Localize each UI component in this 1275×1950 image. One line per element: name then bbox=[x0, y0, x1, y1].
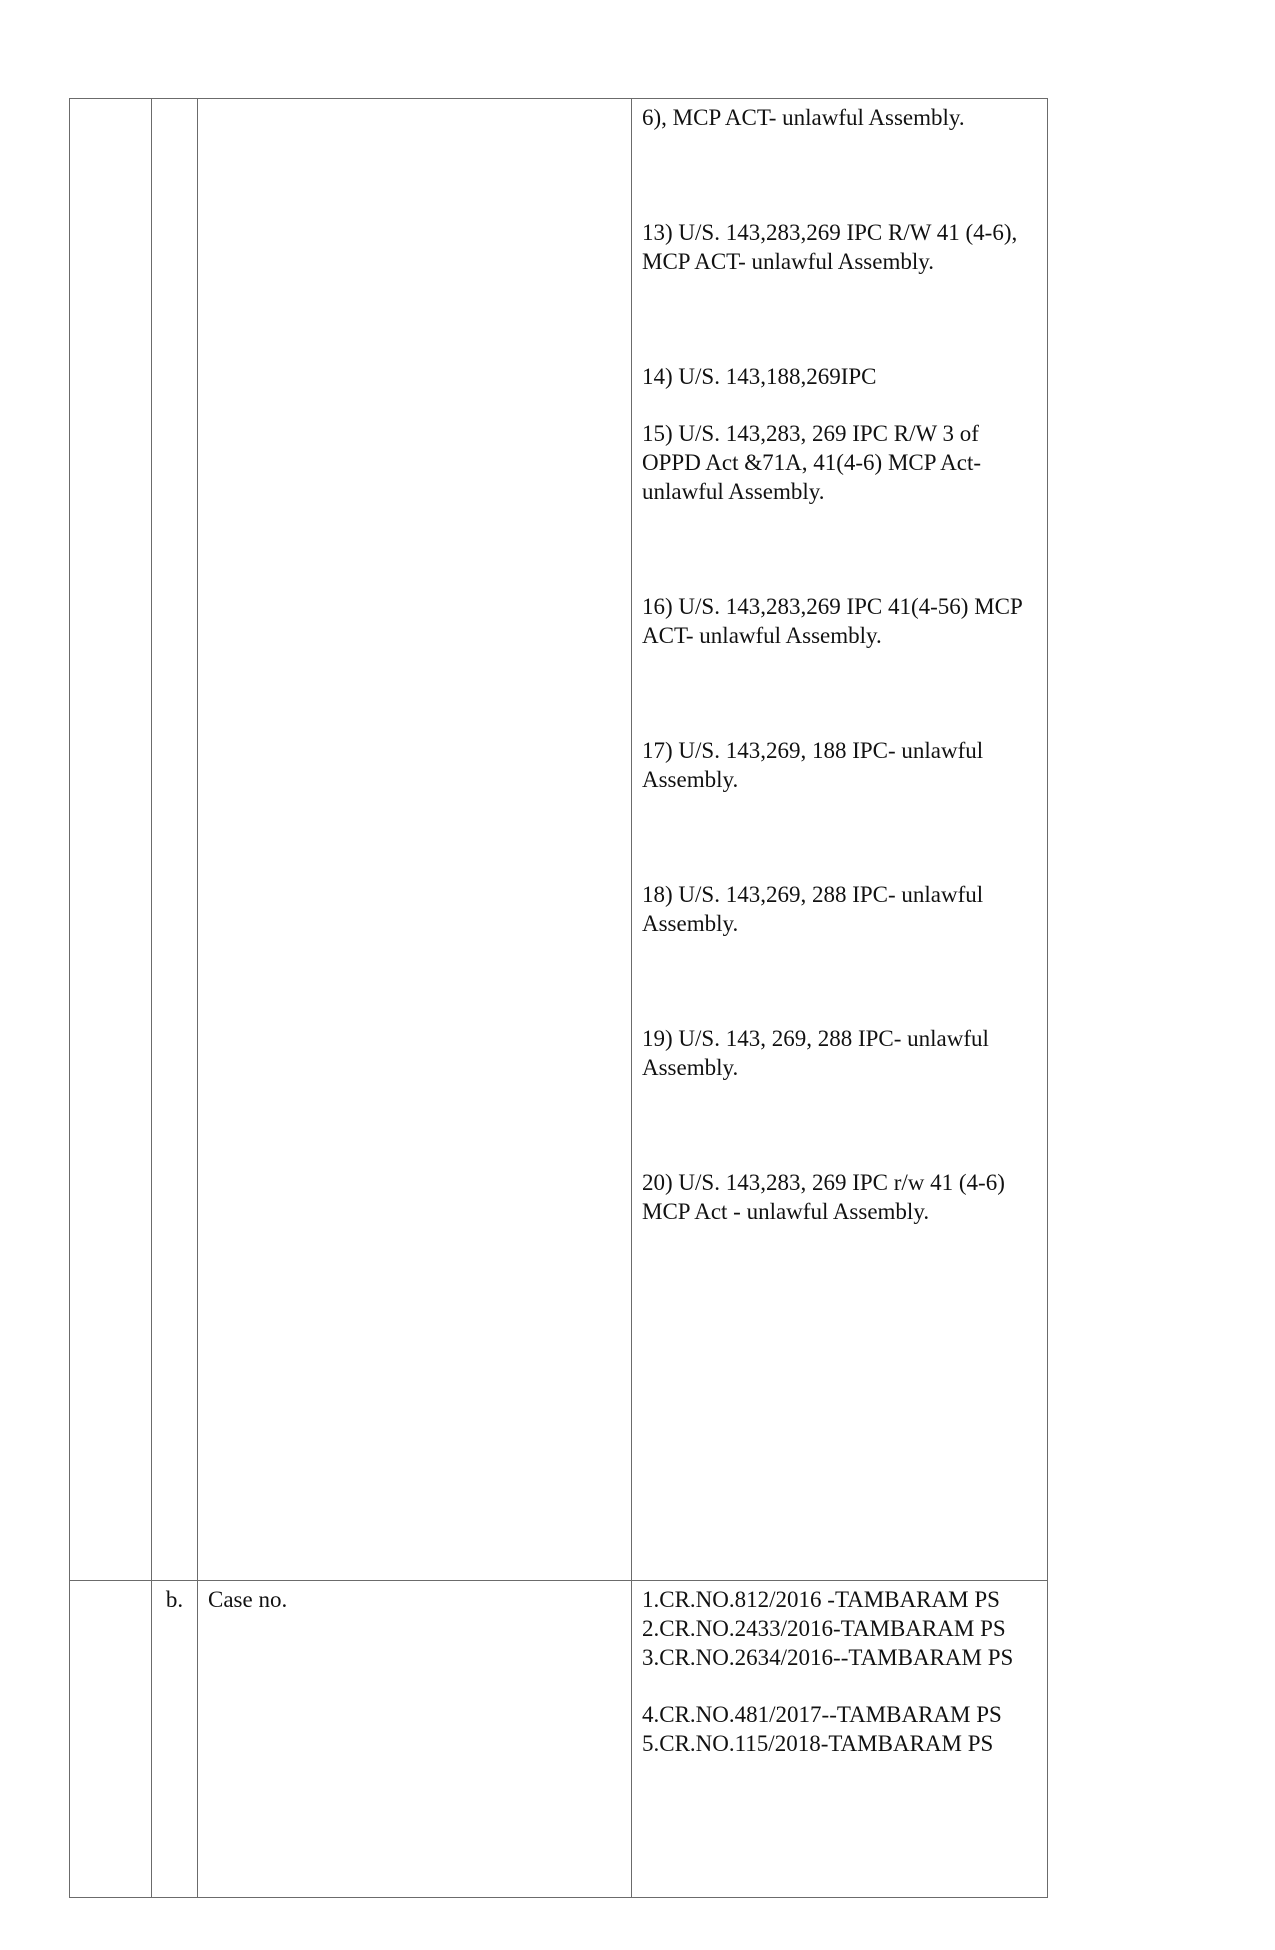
case-number-entry: 1.CR.NO.812/2016 -TAMBARAM PS bbox=[642, 1587, 1000, 1612]
charge-entry: 16) U/S. 143,283,269 IPC 41(4-56) MCP ACT- unlawful Assembly. bbox=[642, 594, 1022, 648]
case-number-entry: 4.CR.NO.481/2017--TAMBARAM PS bbox=[642, 1702, 1002, 1727]
charge-entry: 19) U/S. 143, 269, 288 IPC- unlawful Assembly. bbox=[642, 1026, 989, 1080]
item-letter-cell bbox=[152, 1581, 198, 1898]
serial-number-cell bbox=[70, 99, 152, 1581]
field-label-cell bbox=[198, 99, 632, 1581]
charge-entry: 13) U/S. 143,283,269 IPC R/W 41 (4-6), MCP ACT- unlawful Assembly. bbox=[642, 220, 1018, 274]
charge-entry: 17) U/S. 143,269, 188 IPC- unlawful Assembly. bbox=[642, 738, 984, 792]
charges-list bbox=[632, 99, 1047, 1226]
field-label-cell bbox=[198, 1581, 632, 1898]
charge-entry: 15) U/S. 143,283, 269 IPC R/W 3 of OPPD Act &71A, 41(4-6) MCP Act- unlawful Assembly. bbox=[642, 421, 982, 504]
charge-entry: 6), MCP ACT- unlawful Assembly. bbox=[642, 105, 965, 130]
item-letter: b. bbox=[165, 1587, 184, 1612]
table-row bbox=[70, 1581, 1048, 1898]
charges-cell bbox=[632, 99, 1048, 1581]
serial-number-cell bbox=[70, 1581, 152, 1898]
case-numbers-list bbox=[632, 1581, 1047, 1758]
case-numbers-cell bbox=[632, 1581, 1048, 1898]
charge-entry: 14) U/S. 143,188,269IPC bbox=[642, 364, 877, 389]
item-letter-cell bbox=[152, 99, 198, 1581]
case-number-entry: 5.CR.NO.115/2018-TAMBARAM PS bbox=[642, 1731, 994, 1756]
case-no-label: Case no. bbox=[208, 1587, 288, 1612]
case-details-table bbox=[69, 98, 1048, 1898]
charge-entry: 20) U/S. 143,283, 269 IPC r/w 41 (4-6) MCP Act - unlawful Assembly. bbox=[642, 1170, 1005, 1224]
table-row bbox=[70, 99, 1048, 1581]
case-number-entry: 2.CR.NO.2433/2016-TAMBARAM PS bbox=[642, 1616, 1006, 1641]
case-number-entry: 3.CR.NO.2634/2016--TAMBARAM PS bbox=[642, 1645, 1014, 1670]
charge-entry: 18) U/S. 143,269, 288 IPC- unlawful Assembly. bbox=[642, 882, 984, 936]
